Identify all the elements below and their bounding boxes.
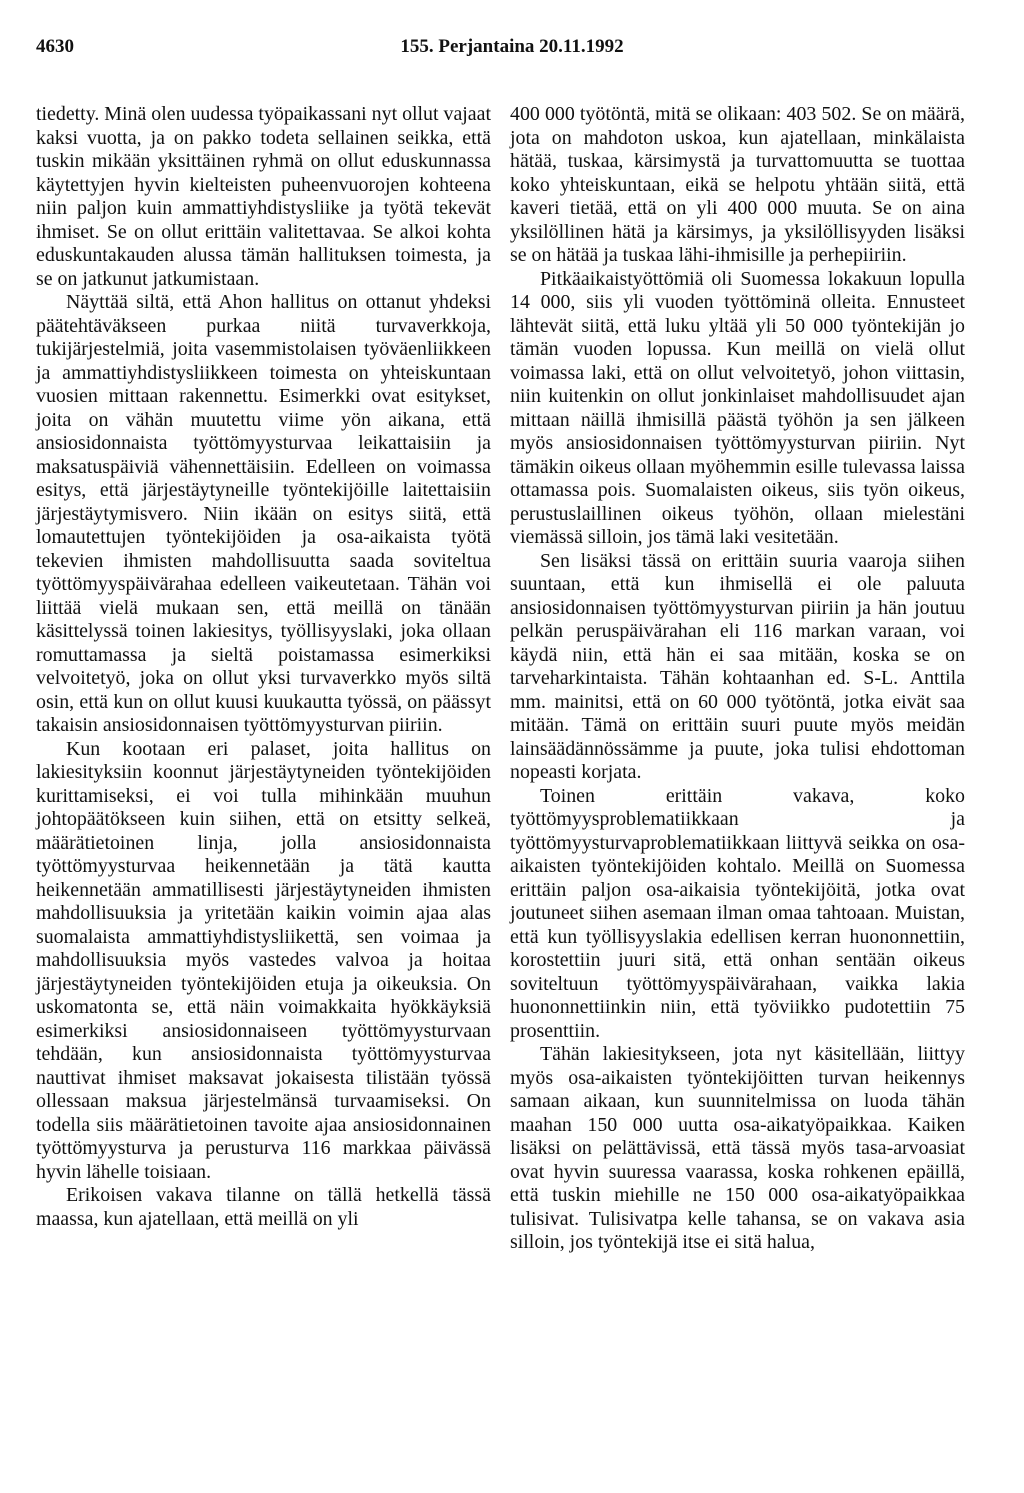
paragraph: Toinen erittäin vakava, koko työttömyysproblematiikkaan ja työttömyysturvaproblematiikkaan liittyvä seikka on osa-aikaisten työntekijöiden kohtalo. Meillä on Suomessa erittäin paljon osa-aikaisia työntekijöitä, jotka ovat joutuneet siihen asemaan ilman omaa tahtoaan. Muistan, että kun työllisyyslakia edellisen kerran huononnettiin, korostettiin juuri sitä, että onhan sentään oikeus soviteltuun työttömyyspäivärahaan, vaikka lakia huononnettiinkin niin, että työviikko pudotettiin 75 prosenttiin. — [510, 784, 965, 1042]
paragraph: Sen lisäksi tässä on erittäin suuria vaaroja siihen suuntaan, että kun ihmisellä ei ole paluuta ansiosidonnaisen työttömyysturvan piiriin ja hän joutuu pelkän peruspäivärahan eli 116 markan varaan, voi käydä niin, että hän ei saa mitään, koska se on tarveharkintaista. Tähän kohtaanhan ed. S-L. Anttila mm. mainitsi, että on 60 000 työtöntä, jotka eivät saa mitään. Tämä on erittäin suuri puute myös meidän lainsäädännössämme ja puute, joka tulisi ehdottoman nopeasti korjata. — [510, 549, 965, 783]
paragraph: Erikoisen vakava tilanne on tällä hetkellä tässä maassa, kun ajatellaan, että meillä on yli — [36, 1184, 491, 1230]
paragraph: Tähän lakiesitykseen, jota nyt käsitellään, liittyy myös osa-aikaisten työntekijöitten turvan heikennys samaan aikaan, kun suunnitelmissa on luoda tähän maahan 150 000 uutta osa-aikatyöpaikkaa. Kaiken lisäksi on pelättävissä, että tässä myös tasa-arvoasiat ovat hyvin suuressa vaarassa, koska rohkenen epäillä, että tuskin miehille ne 150 000 osa-aikatyöpaikkaa tulisivat. Tulisivatpa kelle tahansa, se on vakava asia silloin, jos työntekijä itse ei sitä halua, — [510, 1043, 965, 1253]
paragraph: 400 000 työtöntä, mitä se olikaan: 403 502. Se on määrä, jota on mahdoton uskoa, kun ajatellaan, minkälaista hätää, tuskaa, kärsimystä ja turvattomuutta se tuottaa koko yhteiskuntaan, eikä se helpotu yhtään siitä, että kaveri tietää, että on yli 400 000 muuta. Se on aina yksilöllinen hätä ja kärsimys, ja yksilöllisyyden lisäksi se on hätää ja tuskaa lähi-ihmisille ja perhepiiriin. — [510, 103, 965, 266]
paragraph: Pitkäaikaistyöttömiä oli Suomessa lokakuun lopulla 14 000, siis yli vuoden työttöminä olleita. Ennusteet lähtevät siitä, että luku yltää yli 50 000 työntekijän jo tämän vuoden lopussa. Kun meillä on vielä ollut voimassa laki, että on ollut velvoitetyö, johon viittasin, niin kuitenkin on ollut jonkinlaiset mahdollisuudet ajan mittaan näillä ihmisillä päästä työhön ja sen jälkeen myös ansiosidonnaisen työttömyysturvan piiriin. Nyt tämäkin oikeus ollaan myöhemmin esille tulevassa laissa ottamassa pois. Suomalaisten oikeus, siis työn oikeus, perustuslaillinen oikeus työhön, ollaan mielestäni viemässä silloin, jos tämä laki vesitetään. — [510, 267, 965, 548]
right-column — [510, 103, 965, 1255]
paragraph: tiedetty. Minä olen uudessa työpaikassani nyt ollut vajaat kaksi vuotta, ja on pakko todeta sellainen seikka, että tuskin mikään yksittäinen ryhmä on ollut eduskunnassa käytettyjen hyvin kielteisten puheenvuorojen kohteena niin paljon kuin ammattiyhdistysliike ja työtä tekevät ihmiset. Se on ollut erittäin valitettavaa. Se alkoi kohta eduskuntakauden alussa tämän hallituksen toimesta, ja se on jatkunut jatkumistaan. — [36, 103, 491, 290]
running-head: 155. Perjantaina 20.11.1992 — [400, 36, 624, 57]
left-column — [36, 103, 491, 1231]
paragraph: Näyttää siltä, että Ahon hallitus on ottanut yhdeksi päätehtäväkseen purkaa niitä turvaverkkoja, tukijärjestelmiä, joita vasemmistolaisen työväenliikkeen ja ammattiyhdistysliikkeen toimesta on yhteiskuntaan vuosien mittaan rakennettu. Esimerkki ovat esitykset, joita on vähän muutettu viime yön aikana, että ansiosidonnaista työttömyysturvaa leikattaisiin ja maksatuspäiviä vähennettäisiin. Edelleen on voimassa esitys, että järjestäytyneille työntekijöille laitettaisiin järjestäytymisvero. Niin ikään on esitys siitä, että lomautettujen työntekijöiden ja osa-aikaista työtä tekevien ihmisten mahdollisuutta saada soviteltua työttömyyspäivärahaa edelleen vaikeutetaan. Tähän voi liittää vielä mukaan sen, että meillä on tänään käsittelyssä toinen lakiesitys, työllisyyslaki, joka ollaan romuttamassa ja sieltä poistamassa esimerkiksi velvoitetyö, joka on ollut yksi turvaverkko myös siltä osin, että kun on ollut kuusi kuukautta työssä, on päässyt takaisin ansiosidonnaisen työttömyysturvan piiriin. — [36, 291, 491, 736]
paragraph: Kun kootaan eri palaset, joita hallitus on lakiesityksiin koonnut järjestäytyneiden työntekijöiden kurittamiseksi, ei voi tulla mihinkään muuhun johtopäätökseen kuin siihen, että on etsitty selkeä, määrätietoinen linja, jolla ansiosidonnaista työttömyysturvaa heikennetään ja tätä kautta heikennetään ammatillisesti järjestäytyneiden ihmisten mahdollisuuksia ja yritetään kaikin voimin ajaa alas suomalaista ammattiyhdistysliikettä, sen voimaa ja mahdollisuuksia myös vastedes valvoa ja hoitaa järjestäytyneiden työntekijöiden etuja ja oikeuksia. On uskomatonta se, että näin voimakkaita hyökkäyksiä esimerkiksi ansiosidonnaiseen työttömyysturvaan tehdään, kun ansiosidonnaista työttömyysturvaa nauttivat ihmiset maksavat jokaisesta tilistään työssä ollessaan maksua järjestelmänsä turvaamiseksi. On todella siis määrätietoinen tavoite ajaa ansiosidonnainen työttömyysturva ja perusturva 116 markkaa päivässä hyvin lähelle toisiaan. — [36, 737, 491, 1183]
page-number: 4630 — [36, 36, 74, 57]
